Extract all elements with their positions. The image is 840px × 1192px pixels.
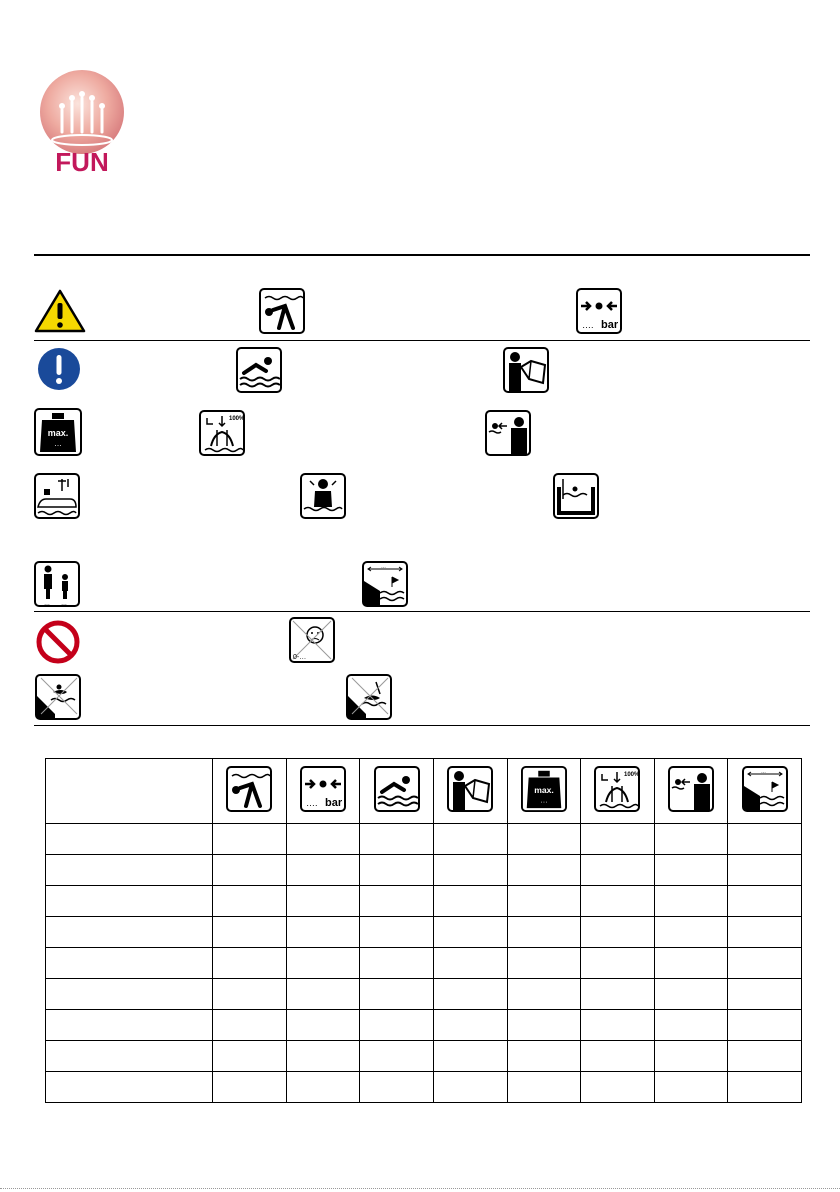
symbol-matrix-table [45,758,802,1103]
inflation-pressure-bar-icon [576,288,622,334]
table-cell [433,1072,507,1103]
table-cell [433,1041,507,1072]
max-load-weight-icon [521,766,567,812]
table-cell [507,948,581,979]
table-cell [581,1010,655,1041]
table-cell [654,1072,728,1103]
table-cell [360,1072,434,1103]
adult-child-capacity-icon [34,561,80,607]
row-label-cell [46,1072,213,1103]
svg-text:…: … [760,768,766,775]
table-cell [213,917,287,948]
distance-from-shore-icon [362,561,408,607]
table-cell [507,855,581,886]
anchor-mooring-icon [34,473,80,519]
row-label-cell [46,1041,213,1072]
table-cell [213,1010,287,1041]
row-label-cell [46,855,213,886]
header-label-cell [46,759,213,824]
table-row [46,824,802,855]
table-cell [507,886,581,917]
table-cell [581,917,655,948]
table-cell [286,855,360,886]
table-cell [728,1041,802,1072]
table-row [46,886,802,917]
table-cell [360,979,434,1010]
table-cell [360,917,434,948]
table-cell [360,886,434,917]
no-child-under-age-icon [289,617,335,663]
table-cell [286,917,360,948]
header-cell [728,759,802,824]
no-head-first-dive-icon [259,288,305,334]
svg-text:….: …. [305,797,318,808]
header-cell [286,759,360,824]
logo-text: FUN [55,147,109,174]
divider [34,254,810,256]
svg-text:0-…: 0-… [293,654,307,661]
supervise-swimmer-icon [485,410,531,456]
table-cell [213,948,287,979]
table-row [46,948,802,979]
table-cell [581,1041,655,1072]
table-cell [728,886,802,917]
no-head-first-dive-icon [226,766,272,812]
svg-text:…: … [44,601,50,607]
table-cell [213,979,287,1010]
table-cell [581,855,655,886]
inflation-100-percent-icon [594,766,640,812]
table-cell [360,1041,434,1072]
table-cell [581,1072,655,1103]
table-cell [360,1010,434,1041]
table-cell [728,1010,802,1041]
table-cell [360,948,434,979]
wear-life-jacket-icon [300,473,346,519]
table-cell [286,886,360,917]
table-header-row [46,759,802,824]
page-bottom-dotted-line [0,1188,840,1189]
svg-text:max.: max. [534,784,554,795]
table-row [46,855,802,886]
svg-text:…: … [54,439,62,448]
table-cell [654,824,728,855]
table-cell [507,824,581,855]
table-cell [213,1072,287,1103]
svg-text:…: … [61,601,67,607]
table-cell [728,948,802,979]
inflation-100-percent-icon [199,410,245,456]
table-cell [728,824,802,855]
table-cell [507,1072,581,1103]
header-cell [507,759,581,824]
table-cell [654,979,728,1010]
header-cell [581,759,655,824]
table-row [46,917,802,948]
table-cell [581,824,655,855]
table-cell [286,1041,360,1072]
table-cell [581,886,655,917]
table-cell [654,1041,728,1072]
table-cell [286,1010,360,1041]
table-cell [654,1010,728,1041]
mandatory-action-icon [36,346,82,392]
table-cell [654,948,728,979]
table-cell [360,824,434,855]
table-cell [654,855,728,886]
table-row [46,1010,802,1041]
inflation-pressure-bar-icon [300,766,346,812]
table-cell [507,917,581,948]
table-cell [286,824,360,855]
table-cell [728,1072,802,1103]
table-cell [433,886,507,917]
table-cell [507,979,581,1010]
table-cell [213,824,287,855]
table-cell [213,1041,287,1072]
header-cell [433,759,507,824]
table-cell [286,948,360,979]
swimmers-only-icon [236,347,282,393]
max-load-weight-icon [34,408,82,456]
svg-text:max.: max. [47,428,69,438]
table-cell [286,979,360,1010]
row-label-cell [46,824,213,855]
header-cell [213,759,287,824]
table-cell [433,1010,507,1041]
table-cell [728,917,802,948]
no-use-in-rough-water-icon [35,674,81,720]
table-cell [433,917,507,948]
warning-triangle-icon [34,288,86,334]
swimmers-only-icon [374,766,420,812]
svg-text:bar: bar [601,319,619,331]
shallow-water-depth-icon [553,473,599,519]
svg-text:100%: 100% [229,416,245,422]
svg-text:100%: 100% [624,771,640,778]
table-cell [433,855,507,886]
row-label-cell [46,948,213,979]
fun-brand-logo [34,70,130,174]
svg-text:…: … [381,564,386,570]
no-towing-by-boat-icon [346,674,392,720]
row-label-cell [46,1010,213,1041]
table-cell [213,886,287,917]
table-cell [433,948,507,979]
row-label-cell [46,917,213,948]
row-label-cell [46,979,213,1010]
table-cell [213,855,287,886]
table-cell [507,1010,581,1041]
section-divider [34,725,810,726]
table-cell [654,917,728,948]
table-cell [581,948,655,979]
table-cell [507,1041,581,1072]
svg-text:….: …. [582,320,594,330]
table-cell [360,855,434,886]
table-cell [654,886,728,917]
row-label-cell [46,886,213,917]
table-row [46,1072,802,1103]
read-manual-icon [503,347,549,393]
section-divider [34,340,810,341]
table-cell [728,855,802,886]
table-cell [581,979,655,1010]
table-cell [286,1072,360,1103]
header-cell [360,759,434,824]
table-cell [433,824,507,855]
table-row [46,979,802,1010]
svg-text:…: … [539,794,548,804]
table-cell [728,979,802,1010]
section-divider [34,611,810,612]
header-cell [654,759,728,824]
svg-text:bar: bar [324,796,343,809]
prohibition-icon [35,619,81,665]
read-manual-icon [447,766,493,812]
supervise-swimmer-icon [668,766,714,812]
distance-from-shore-icon [742,766,788,812]
table-cell [433,979,507,1010]
table-row [46,1041,802,1072]
